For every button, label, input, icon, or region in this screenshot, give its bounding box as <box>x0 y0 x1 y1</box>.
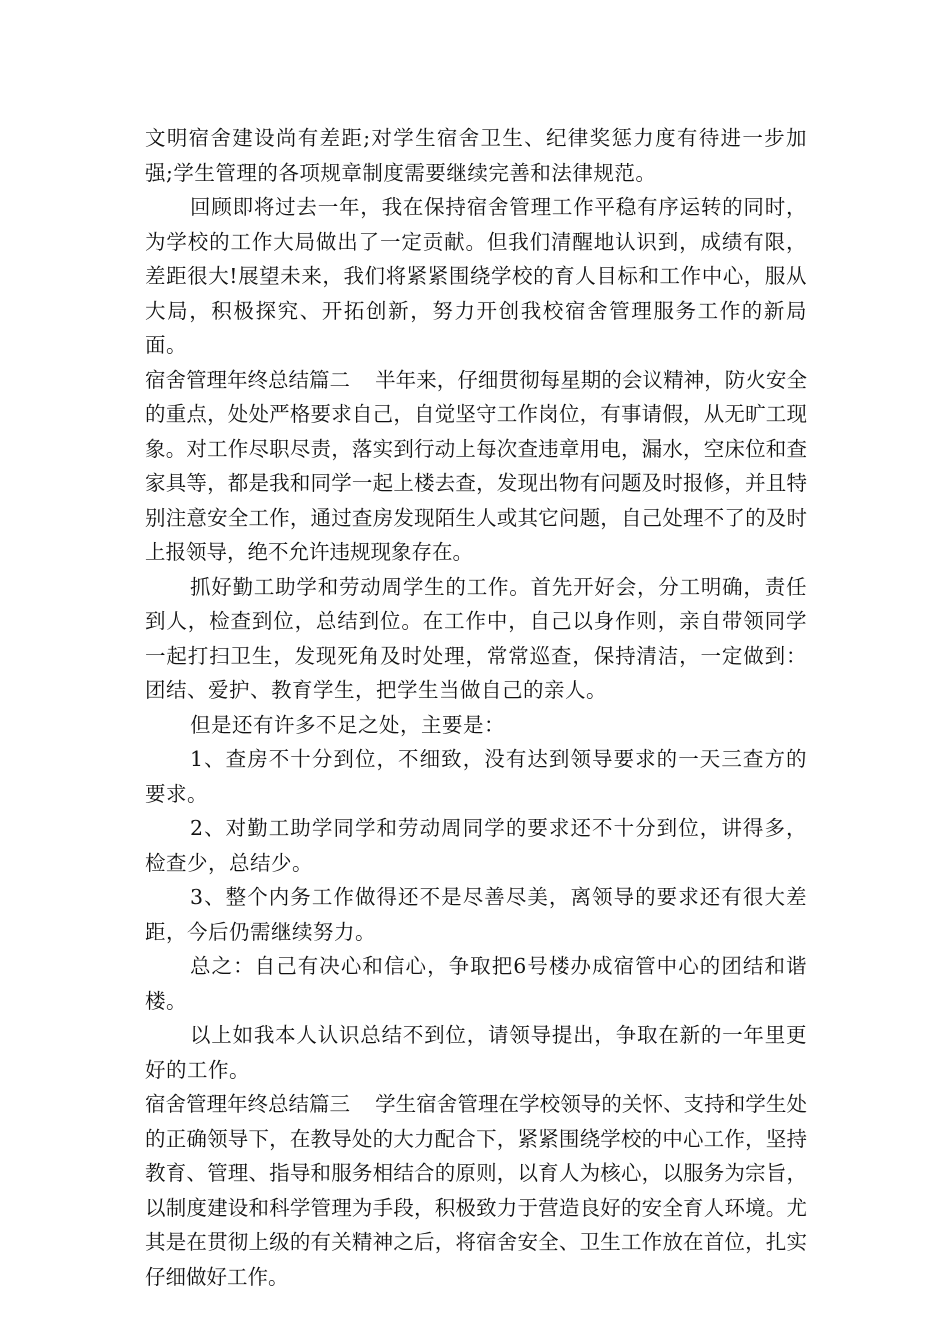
list-item-2: 2、对勤工助学同学和劳动周同学的要求还不十分到位，讲得多，检查少，总结少。 <box>145 816 807 875</box>
paragraph-conclusion: 总之：自己有决心和信心，争取把6号楼办成宿管中心的团结和谐楼。 <box>145 954 807 1013</box>
list-item-3: 3、整个内务工作做得还不是尽善尽美，离领导的要求还有很大差距，今后仍需继续努力。 <box>145 885 807 944</box>
paragraph-dormitory-shortcomings: 文明宿舍建设尚有差距;对学生宿舍卫生、纪律奖惩力度有待进一步加强;学生管理的各项规章制度需要继续完善和法律规范。 <box>145 126 807 185</box>
section-three-paragraph <box>145 1087 807 1294</box>
section-two-body: 半年来，仔细贯彻每星期的会议精神，防火安全的重点，处处严格要求自己，自觉坚守工作岗位，有事请假，从无旷工现象。对工作尽职尽责，落实到行动上每次查违章用电，漏水，空床位和查家具等，都是我和同学一起上楼去查，发现出物有问题及时报修，并且特别注意安全工作，通过查房发现陌生人或其它问题，自己处理不了的及时上报领导，绝不允许违规现象存在。 <box>145 367 807 564</box>
section-three-heading: 宿舍管理年终总结篇三 <box>145 1092 350 1116</box>
section-three-body: 学生宿舍管理在学校领导的关怀、支持和学生处的正确领导下，在教导处的大力配合下，紧紧围绕学校的中心工作，坚持教育、管理、指导和服务相结合的原则，以育人为核心，以服务为宗旨，以制度建设和科学管理为手段，积极致力于营造良好的安全育人环境。尤其是在贯彻上级的有关精神之后，将宿舍安全、卫生工作放在首位，扎实仔细做好工作。 <box>145 1092 807 1289</box>
paragraph-work-study: 抓好勤工助学和劳动周学生的工作。首先开好会，分工明确，责任到人，检查到位，总结到位。在工作中，自己以身作则，亲自带领同学一起打扫卫生，发现死角及时处理，常常巡查，保持清洁，一定做到：团结、爱护、教育学生，把学生当做自己的亲人。 <box>145 574 807 702</box>
section-two-paragraph <box>145 363 807 570</box>
document-page <box>145 121 807 1294</box>
paragraph-closing: 以上如我本人认识总结不到位，请领导提出，争取在新的一年里更好的工作。 <box>145 1023 807 1082</box>
paragraph-year-review: 回顾即将过去一年，我在保持宿舍管理工作平稳有序运转的同时，为学校的工作大局做出了一定贡献。但我们清醒地认识到，成绩有限，差距很大!展望未来，我们将紧紧围绕学校的育人目标和工作中心，服从大局，积极探究、开拓创新，努力开创我校宿舍管理服务工作的新局面。 <box>145 195 807 357</box>
list-item-1: 1、查房不十分到位，不细致，没有达到领导要求的一天三查方的要求。 <box>145 747 807 806</box>
paragraph-shortcomings-intro: 但是还有许多不足之处，主要是： <box>190 712 505 737</box>
section-two-heading: 宿舍管理年终总结篇二 <box>145 367 350 392</box>
